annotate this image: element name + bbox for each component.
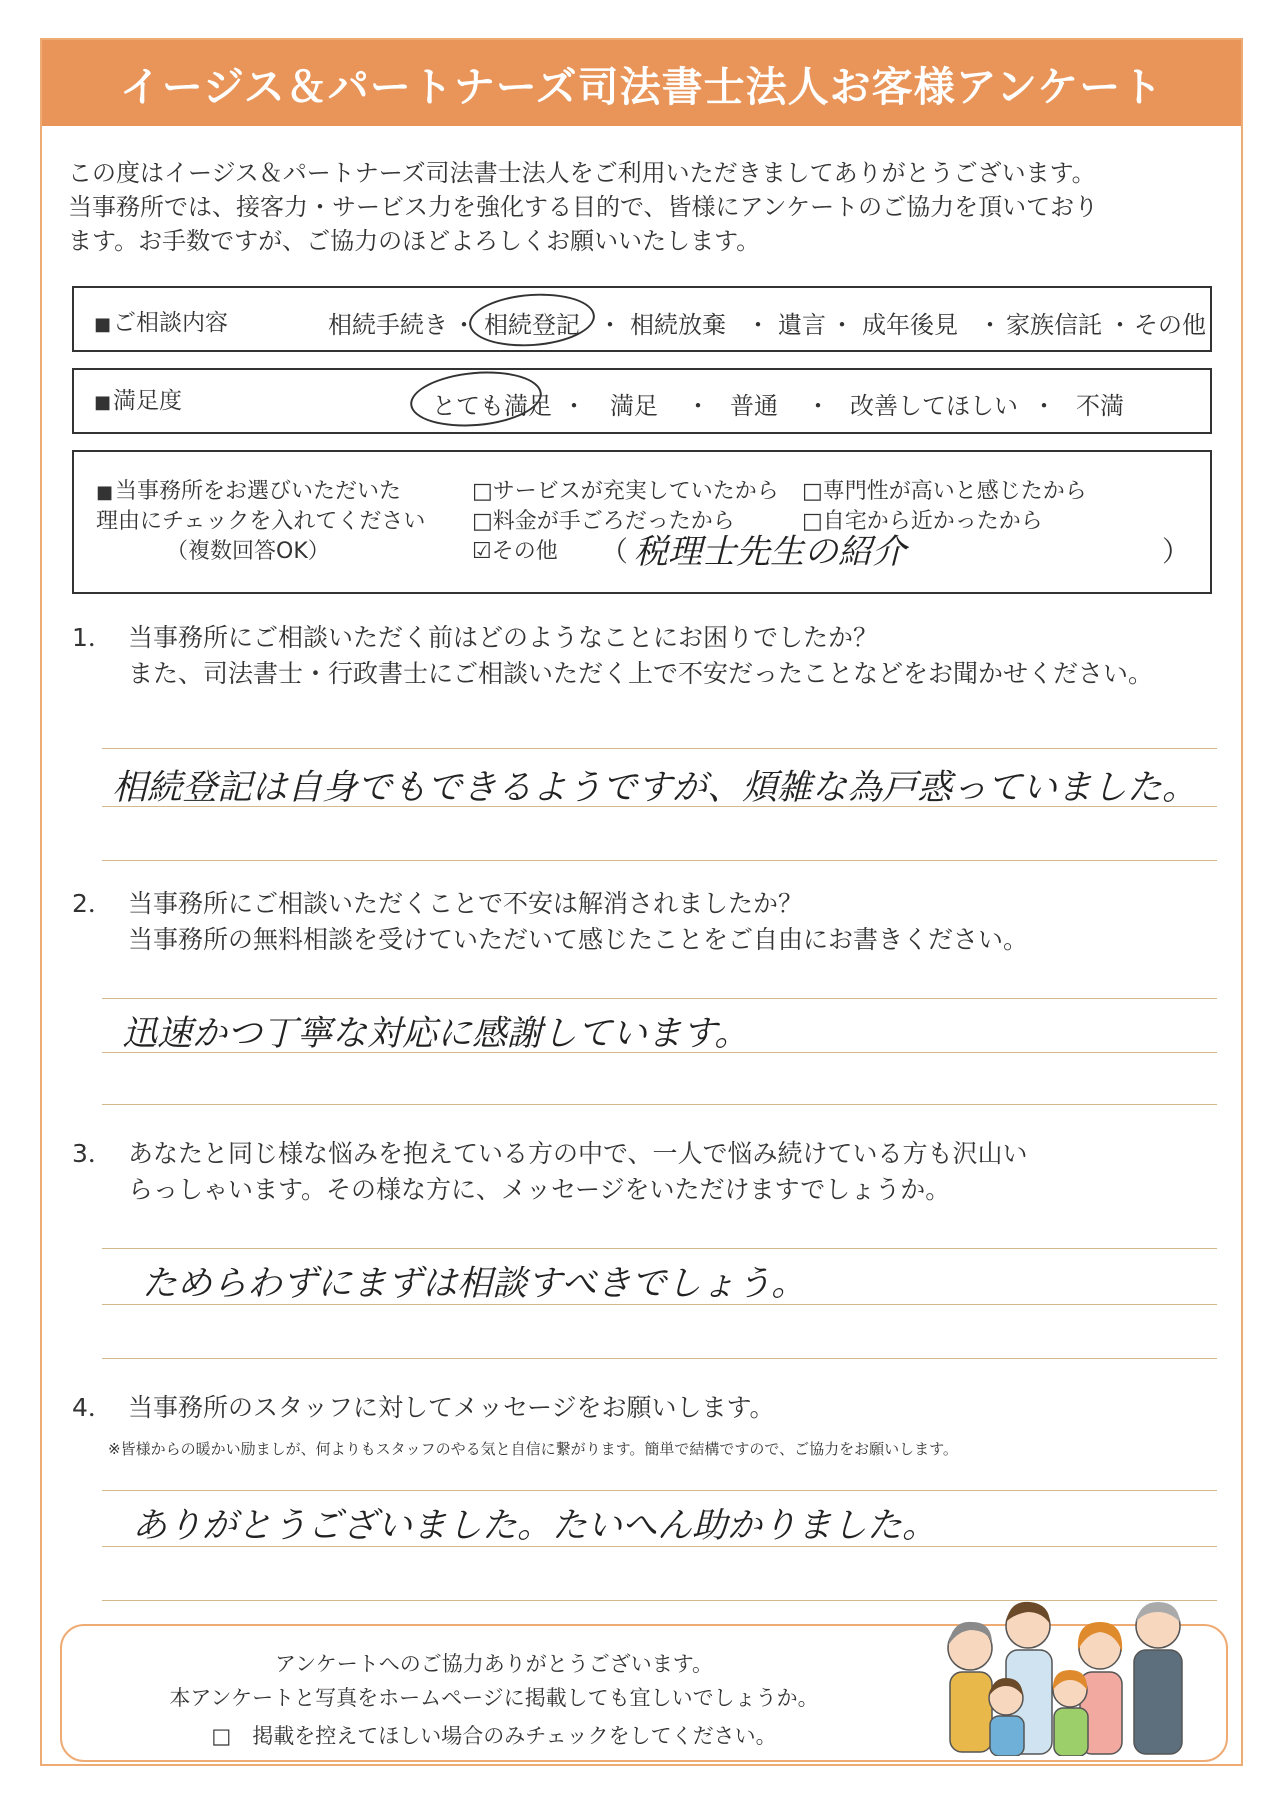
satisfaction-option[interactable]: 不満 [1076, 392, 1124, 420]
answer-rule [102, 998, 1217, 999]
reason-label-line: 当事務所をお選びいただいた [115, 479, 402, 504]
question-3: 3． あなたと同じ様な悩みを抱えている方の中で、一人で悩み続けている方も沢山い らっしゃいます。その様な方に、メッセージをいただけますでしょうか。 [72, 1139, 1028, 1204]
consult-option-selected[interactable]: 相続登記 [484, 311, 580, 339]
footer-line: アンケートへのご協力ありがとうございます。 [274, 1652, 714, 1676]
answer-4[interactable]: ありがとうございました。たいへん助かりました。 [132, 1506, 938, 1546]
answer-rule [102, 748, 1217, 749]
intro-line: ます。お手数ですが、ご協力のほどよろしくお願いいたします。 [68, 227, 761, 255]
footer-box [60, 1624, 1228, 1762]
reason-checkbox[interactable]: □サービスが充実していたから [472, 479, 779, 504]
satisfaction-option[interactable]: 改善してほしい [850, 392, 1018, 420]
question-1: 1． 当事務所にご相談いただく前はどのようなことにお困りでしたか？ また、司法書士・行政書士にご相談いただく上で不安だったことなどをお聞かせください。 [72, 623, 1154, 688]
consent-checkbox[interactable]: □ [211, 1724, 232, 1748]
answer-rule [102, 1490, 1217, 1491]
answer-rule [102, 1546, 1217, 1547]
consult-option[interactable]: 成年後見 [862, 311, 958, 339]
reason-label-line: 理由にチェックを入れてください [96, 509, 426, 534]
satisfaction-box: ■満足度 とても満足 ・ 満足 ・ 普通 ・ 改善してほしい ・ 不満 [72, 368, 1212, 434]
consult-option[interactable]: その他 [1134, 311, 1206, 339]
satisfaction-label: 満足度 [113, 388, 183, 414]
reason-label-line: （複数回答OK） [166, 539, 330, 564]
answer-rule [102, 1052, 1217, 1053]
reason-checkbox[interactable]: □自宅から近かったから [802, 509, 1043, 534]
intro-line: この度はイージス＆パートナーズ司法書士法人をご利用いただきましてありがとうございます。 [68, 159, 1096, 187]
answer-3[interactable]: ためらわずにまずは相談すべきでしょう。 [142, 1264, 807, 1304]
page-title: イージス＆パートナーズ司法書士法人お客様アンケート [42, 40, 1241, 126]
selection-circle [467, 290, 596, 351]
consult-label: ご相談内容 [113, 310, 229, 336]
consult-option[interactable]: 相続手続き [328, 311, 448, 339]
consult-option[interactable]: 家族信託 [1006, 311, 1102, 339]
selection-circle [408, 366, 544, 431]
satisfaction-option[interactable]: 普通 [730, 392, 778, 420]
satisfaction-option-selected[interactable]: とても満足 [432, 392, 552, 420]
square-bullet-icon: ■ [96, 482, 114, 503]
reason-checkbox[interactable]: □専門性が高いと感じたから [802, 479, 1087, 504]
square-bullet-icon: ■ [94, 314, 112, 335]
consult-box: ■ご相談内容 相続手続き ・ 相続登記 ・ 相続放棄 ・ 遺言 ・ 成年後見 ・ 家族信託 ・ その他 [72, 286, 1212, 352]
paren-close: ） [1162, 535, 1191, 568]
reason-other-answer[interactable]: 税理士先生の紹介 [634, 532, 906, 572]
paren-open: （ [600, 535, 629, 568]
answer-1[interactable]: 相続登記は自身でもできるようですが、煩雑な為戸惑っていました。 [112, 768, 1198, 808]
answer-rule [102, 1248, 1217, 1249]
footer-line: 掲載を控えてほしい場合のみチェックをしてください。 [252, 1724, 777, 1748]
answer-rule [102, 806, 1217, 807]
survey-sheet [40, 38, 1243, 1766]
answer-2[interactable]: 迅速かつ丁寧な対応に感謝しています。 [122, 1014, 750, 1054]
question-2: 2． 当事務所にご相談いただくことで不安は解消されましたか？ 当事務所の無料相談を受けていただいて感じたことをご自由にお書きください。 [72, 889, 1029, 954]
square-bullet-icon: ■ [94, 392, 112, 413]
consult-option[interactable]: 遺言 [778, 311, 826, 339]
answer-rule [102, 1358, 1217, 1359]
answer-rule [102, 1304, 1217, 1305]
intro-text [68, 156, 1218, 258]
intro-line: 当事務所では、接客力・サービス力を強化する目的で、皆様にアンケートのご協力を頂いており [68, 193, 1099, 221]
satisfaction-option[interactable]: 満足 [610, 392, 658, 420]
family-illustration-icon [930, 1586, 1200, 1756]
reason-checkbox[interactable]: □料金が手ごろだったから [472, 509, 735, 534]
answer-rule [102, 860, 1217, 861]
answer-rule [102, 1104, 1217, 1105]
footer-line: 本アンケートと写真をホームページに掲載しても宜しいでしょうか。 [169, 1686, 819, 1710]
reason-checkbox-checked[interactable]: ☑その他 [472, 539, 558, 564]
question-4-note: ※皆様からの暖かい励ましが、何よりもスタッフのやる気と自信に繋がります。簡単で結構ですので、ご協力をお願いします。 [108, 1440, 958, 1458]
question-4: 4． 当事務所のスタッフに対してメッセージをお願いします。 [72, 1393, 775, 1422]
consult-option[interactable]: 相続放棄 [630, 311, 726, 339]
reason-box [72, 450, 1212, 594]
